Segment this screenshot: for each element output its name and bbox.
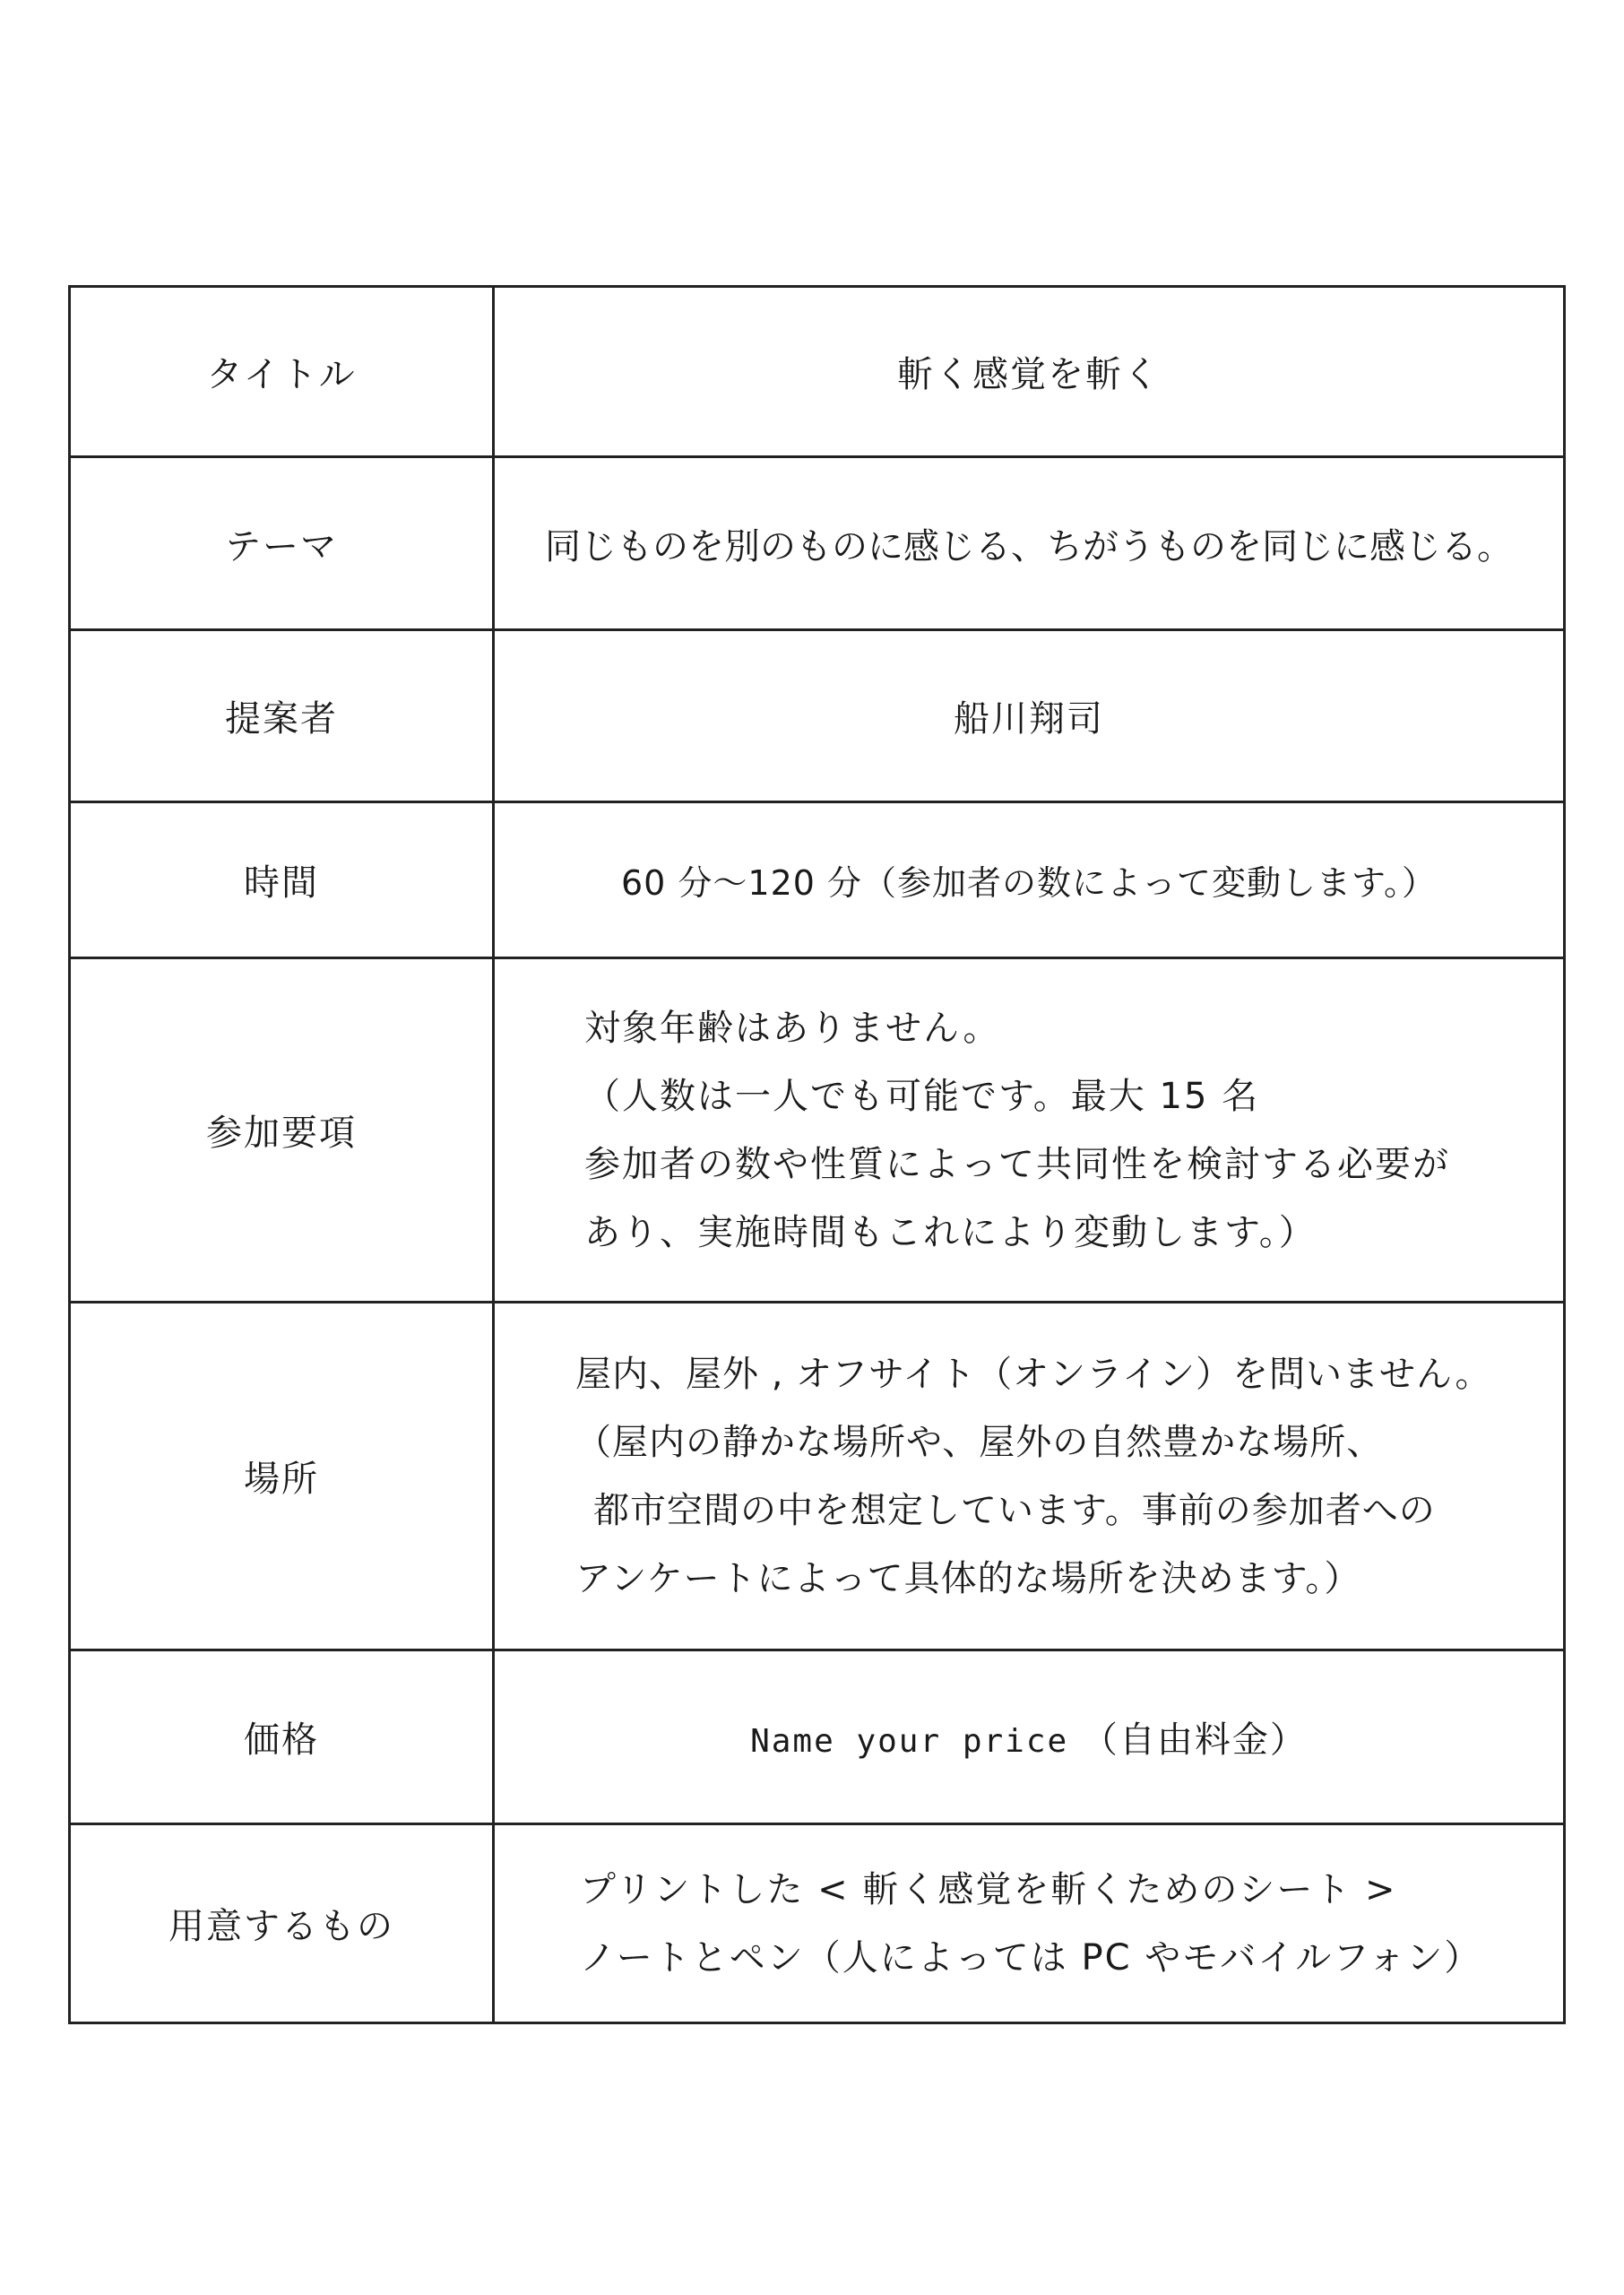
table-row-requirements xyxy=(70,958,1565,1303)
value-place xyxy=(494,1303,1565,1650)
table-row-theme xyxy=(70,457,1565,630)
table-row-title xyxy=(70,287,1565,457)
table-row-materials xyxy=(70,1824,1565,2023)
label-theme: テーマ xyxy=(70,457,494,630)
label-title: タイトル xyxy=(70,287,494,457)
label-proposer: 提案者 xyxy=(70,630,494,802)
place-line: （屋内の静かな場所や、屋外の自然豊かな場所、 xyxy=(575,1421,1384,1463)
table-row-place xyxy=(70,1303,1565,1650)
label-price: 価格 xyxy=(70,1650,494,1824)
value-title: 斬く感覚を斬く xyxy=(494,287,1565,457)
materials-line: プリントした < 斬く感覚を斬くためのシート > xyxy=(580,1868,1397,1910)
value-price xyxy=(494,1650,1565,1824)
value-theme: 同じものを別のものに感じる、ちがうものを同じに感じる。 xyxy=(494,457,1565,630)
place-line: 都市空間の中を想定しています。事前の参加者への xyxy=(593,1489,1436,1531)
label-requirements: 参加要項 xyxy=(70,958,494,1303)
requirements-line: 対象年齢はありません。 xyxy=(584,1007,1001,1049)
requirements-line: あり、実施時間もこれにより変動します。） xyxy=(584,1211,1317,1253)
price-japanese: （自由料金） xyxy=(1081,1719,1308,1761)
price-latin: Name your price xyxy=(750,1723,1069,1760)
value-materials xyxy=(494,1824,1565,2023)
table-row-time xyxy=(70,802,1565,958)
label-place: 場所 xyxy=(70,1303,494,1650)
label-time: 時間 xyxy=(70,802,494,958)
place-line: アンケートによって具体的な場所を決めます。） xyxy=(575,1557,1361,1599)
value-requirements xyxy=(494,958,1565,1303)
event-info-table xyxy=(68,285,1566,2024)
place-line: 屋内、屋外 , オフサイト（オンライン）を問いません。 xyxy=(575,1353,1492,1395)
requirements-line: （人数は一人でも可能です。最大 15 名 xyxy=(584,1075,1260,1117)
materials-line: ノートとペン（人によっては PC やモバイルフォン） xyxy=(580,1936,1482,1979)
table-row-price xyxy=(70,1650,1565,1824)
requirements-line: 参加者の数や性質によって共同性を検討する必要が xyxy=(584,1143,1450,1185)
value-proposer: 船川翔司 xyxy=(494,630,1565,802)
label-materials: 用意するもの xyxy=(70,1824,494,2023)
table-row-proposer xyxy=(70,630,1565,802)
value-time: 60 分〜120 分（参加者の数によって変動します。） xyxy=(494,802,1565,958)
